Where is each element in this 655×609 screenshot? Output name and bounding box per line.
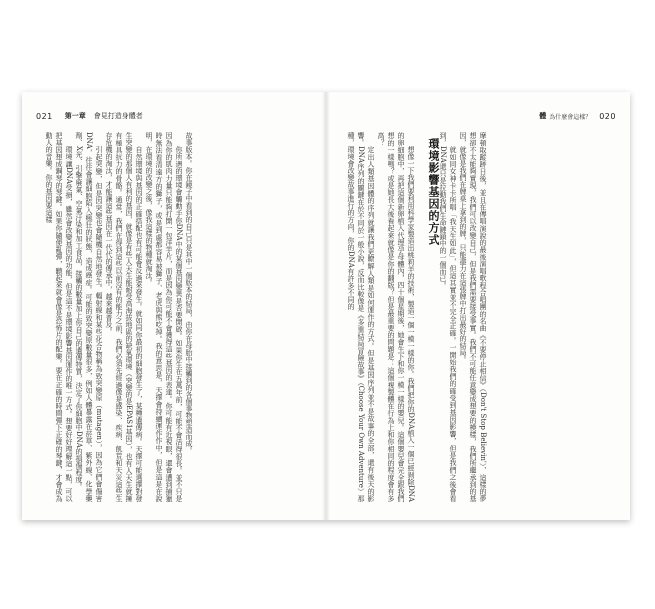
left-paragraph: 自然環境與基因的正確搭配也有可能會反過來發生。就如同你最初的細胞發生了，某種遺傳病。天擇可能選擇對發生突變的那個人有利的基因，就像是有些人天生能耐受高海拔地區的缺氧環境（突變的是EPAS1基因），也有人天生就擁有極具抗力的骨骼。通常，我們在得到這些以前沒有的能力之前，我們必須先經過像是感染、疾病、飢荒和天災這些生存危機的淘汰，才能讓這些基因在一代代的傳承中，越來越普及。 bbox=[105, 132, 143, 502]
left-page-body bbox=[44, 132, 306, 502]
right-paragraph: 定出人類基因體的序列就讓我們更瞭解人類是如何運作的方式。但是基因序列並不是故事的全部，還有後天的影響。DNA序列的關鍵在於不同於一般小說，反而比較像是《多重結局冒險故事》（Choose Your Own Adventure）那種，環境會改變故事進行的方向，你的DNA有許多不同的 bbox=[347, 132, 375, 502]
book-title-mark: 體 bbox=[539, 112, 547, 120]
left-page-number: 021 bbox=[36, 111, 53, 121]
right-paragraph: 就如同女神卡卡所唱「我天生如此」，但這其實並不完全正確。一開始我們的確受到基因影響，但是我們之後會看到，DNA還只是拉動我們生命鏈鎖中的一個而已。 bbox=[439, 132, 457, 502]
book-spread bbox=[22, 92, 630, 520]
right-page-text bbox=[346, 132, 488, 502]
left-page-header bbox=[36, 109, 143, 123]
left-page-text bbox=[44, 132, 194, 502]
section-heading: 環境影響基因的方式 bbox=[427, 138, 440, 246]
left-paragraph: 你所遇的環境會觸動手你DNA中的某個基因變異是否要開啟。如果你生在五萬年前，可能不會活得很長。並不只是因為你的肌肉力量只能夠打開一包洋芋片，而是因為你可能不會獲得這些基因的表達。你可能有近視眼，還會遭到捕獵時無法看清遠方的獅子，或是到處都容易被獅子、老虎與熊吃掉。我的意思是，天擇會持續運作作中，但是這是在說明，在環境的改變之後，像我這樣的物種就淘汰。 bbox=[145, 132, 183, 502]
right-page-number: 020 bbox=[599, 111, 616, 121]
left-paragraph: 環境讓DNA受損，雖然會改變基因的功能，但是這不是環境影響基因運作的唯一方式。想要好好理解這一點，可以把基因想成鋼琴的琴鍵。如果你隨便亂彈，聽起來就會像是恐怖片的配樂。要在正確的時間彈下正確的琴鍵，才會成為動人的音樂。你的基因要這樣 bbox=[45, 132, 73, 502]
chapter-label: 第一章 bbox=[64, 112, 86, 120]
right-paragraph: 想像一下我們要利用科學家製造出桃莉羊的技術，製造一個一模一樣的你。我們把你的DNA植入一個已經剝除DNA的卵細胞中，再把這個新卵植入代理孕母體內，四十個星期後，她會生下和你一模一樣的嬰兒。這個嬰兒會完全跟我們想的一樣嗎？或是她長大後看起來就像是你的翻版？但是最重要的問題是：這個複製體在行為上和你相同的程度會有多高？ bbox=[377, 132, 415, 502]
page-gutter bbox=[322, 92, 330, 520]
left-paragraph: 引起突變，但是因突變也會隨機自然地發生。輻射線和某些化合物稱為致突變原（mutagen），因為它們會傷害DNA，往往會讓細胞陷入瘋狂的狀態，造成癌症。可能的致突變原數量很多，例如人體暴露在菸草、紫外線、化學藥劑、X光、引擎廢氣、空氣汙染和加工食品，接觸的數量加上你自己的遺傳特質，決定了你細胞中DNA的損傷程度。 bbox=[75, 132, 103, 502]
left-paragraph: 故事版本。你在鏡子中看到的自己只是其中一個版本的結局，由你在母胎中接觸到的各個事物塑造而成。 bbox=[185, 132, 193, 454]
book-subtitle: 為什麼會這樣？ bbox=[549, 113, 592, 121]
right-page-header bbox=[539, 109, 616, 123]
right-paragraph: 摩頓取蹤跡日後，並且在傳唱演說的最後演唱歌程合唱團的名曲《不要停止相信》（Don't Stop Believin'），這樣的夢想卻不太能夠實現，我們可以改變自己，但是我們需要接受事實。我們不可能任意變成想要的模樣，我們所繼承到的基因，就像是我們在牌桌上拿到的牌，只能盡力在這張牌中打出最好的結局。 bbox=[459, 132, 487, 502]
right-page-body bbox=[346, 132, 608, 502]
chapter-title: 會見打造身體者 bbox=[93, 112, 143, 120]
